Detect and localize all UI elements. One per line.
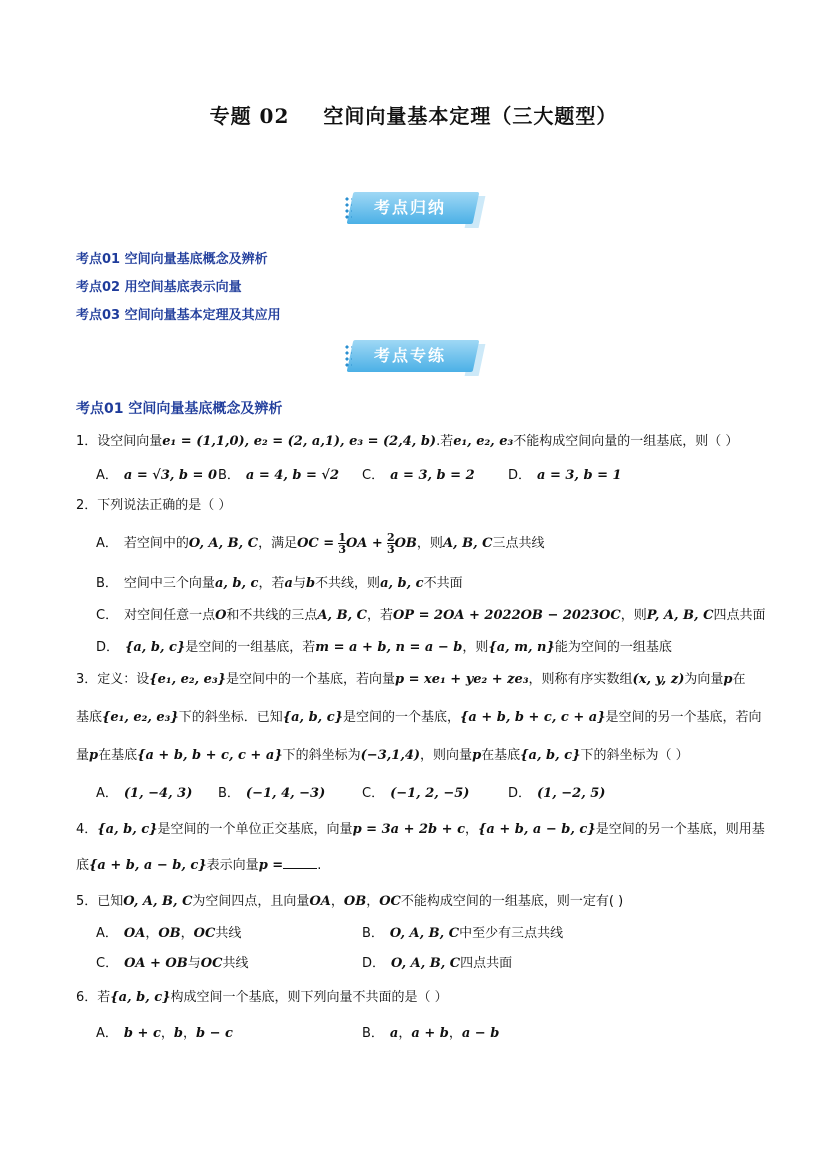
q1-option-b[interactable]: B． a = 4, b = √2 (218, 468, 340, 483)
question-3-stem-line-1: 3．定义：设{e₁, e₂, e₃}是空间中的一个基底，若向量p = xe₁ + ye₂ + ze₃，则称有序实数组(x, y, z)为向量p在 (76, 672, 746, 687)
answer-blank[interactable] (283, 856, 317, 869)
fraction-one-third: $\frac{1}{3}$ (338, 531, 346, 556)
q2-option-c[interactable]: C． 对空间任意一点O和不共线的三点A, B, C，若OP = 2OA + 2022OB − 2023OC，则P, A, B, C四点共面 (96, 608, 766, 623)
q2-option-a[interactable]: A． 若空间中的O, A, B, C，满足OC = $\frac{1}{3}$ OA + $\frac{2}{3}$ OB，则A, B, C三点共线 (96, 531, 545, 556)
question-4-stem-line-1: 4．{a, b, c}是空间的一个单位正交基底，向量p = 3a + 2b + c，{a + b, a − b, c}是空间的另一个基底，则用基 (76, 822, 765, 837)
page-title (0, 100, 827, 129)
q1-option-a[interactable]: A． a = √3, b = 0 (96, 468, 217, 483)
q3-option-d[interactable]: D． (1, −2, 5) (508, 786, 606, 801)
q2-option-d[interactable]: D． {a, b, c}是空间的一组基底，若m = a + b, n = a − b，则{a, m, n}能为空间的一组基底 (96, 640, 672, 655)
question-2-stem: 2．下列说法正确的是（ ） (76, 498, 232, 513)
q1-option-c[interactable]: C． a = 3, b = 2 (362, 468, 475, 483)
q3-option-a[interactable]: A． (1, −4, 3) (96, 786, 193, 801)
summary-banner (344, 192, 484, 228)
toc-item-3: 考点03 空间向量基本定理及其应用 (76, 308, 281, 323)
title-number: 专题 02 (209, 104, 290, 128)
toc-item-2: 考点02 用空间基底表示向量 (76, 280, 242, 295)
q3-option-c[interactable]: C． (−1, 2, −5) (362, 786, 470, 801)
q5-option-d[interactable]: D． O, A, B, C四点共面 (362, 956, 513, 971)
summary-banner-text: 考点归纳 (373, 198, 446, 217)
q5-option-b[interactable]: B． O, A, B, C中至少有三点共线 (362, 926, 564, 941)
toc-item-1: 考点01 空间向量基底概念及辨析 (76, 252, 268, 267)
question-4-stem-line-2: 底{a + b, a − b, c}表示向量p = . (76, 858, 322, 873)
fraction-two-thirds: $\frac{2}{3}$ (386, 531, 395, 556)
question-6-stem: 6．若{a, b, c}构成空间一个基底，则下列向量不共面的是（ ） (76, 990, 448, 1005)
practice-banner (344, 340, 484, 376)
q2-option-b[interactable]: B． 空间中三个向量a, b, c，若a与b不共线，则a, b, c不共面 (96, 576, 463, 591)
title-text: 空间向量基本定理（三大题型） (323, 104, 618, 128)
q3-option-b[interactable]: B． (−1, 4, −3) (218, 786, 326, 801)
question-3-stem-line-2: 基底{e₁, e₂, e₃}下的斜坐标．已知{a, b, c}是空间的一个基底，{a + b, b + c, c + a}是空间的另一个基底，若向 (76, 710, 762, 725)
q6-option-a[interactable]: A． b + c，b，b − c (96, 1026, 233, 1041)
q6-option-b[interactable]: B． a，a + b，a − b (362, 1026, 500, 1041)
q5-option-c[interactable]: C． OA + OB与OC共线 (96, 956, 249, 971)
section-heading: 考点01 空间向量基底概念及辨析 (76, 401, 283, 417)
q5-option-a[interactable]: A． OA，OB，OC共线 (96, 926, 242, 941)
question-1-stem: 1．设空间向量e₁ = (1,1,0), e₂ = (2, a,1), e₃ = (2,4, b).若e₁, e₂, e₃不能构成空间向量的一组基底，则（ ） (76, 434, 739, 449)
q1-option-d[interactable]: D． a = 3, b = 1 (508, 468, 622, 483)
practice-banner-text: 考点专练 (373, 346, 446, 365)
question-5-stem: 5．已知O, A, B, C为空间四点，且向量OA，OB，OC不能构成空间的一组基底，则一定有( ) (76, 894, 624, 909)
question-3-stem-line-3: 量p在基底{a + b, b + c, c + a}下的斜坐标为(−3,1,4)，则向量p在基底{a, b, c}下的斜坐标为（ ） (76, 748, 689, 763)
